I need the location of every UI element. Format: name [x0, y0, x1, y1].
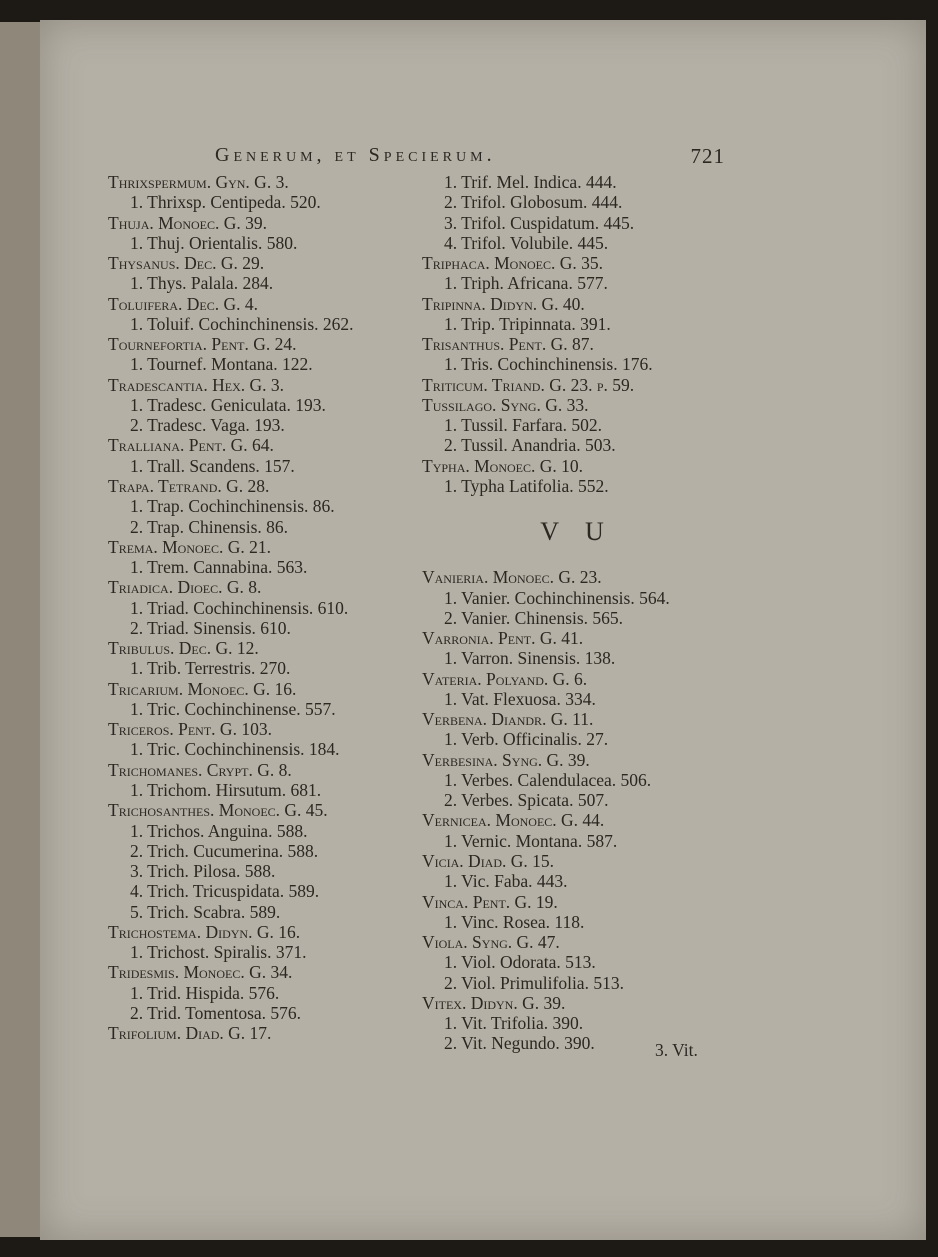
species-entry: 2. Vanier. Chinensis. 565.	[444, 607, 624, 628]
genus-entry: Viola. Syng. G. 47.	[422, 932, 560, 953]
genus-entry: Tralliana. Pent. G. 64.	[108, 435, 274, 456]
species-entry: 2. Trid. Tomentosa. 576.	[130, 1002, 302, 1023]
running-header	[215, 144, 725, 172]
species-entry: 1. Verbes. Calendulacea. 506.	[444, 769, 652, 790]
species-entry: 1. Tris. Cochinchinensis. 176.	[444, 354, 653, 375]
species-entry: 1. Trap. Cochinchinensis. 86.	[130, 496, 335, 517]
species-entry: 1. Toluif. Cochinchinensis. 262.	[130, 313, 354, 334]
species-entry: 1. Verb. Officinalis. 27.	[444, 729, 609, 750]
species-entry: 1. Thuj. Orientalis. 580.	[130, 232, 298, 253]
species-entry: 1. Vit. Trifolia. 390.	[444, 1013, 584, 1034]
species-entry: 1. Trif. Mel. Indica. 444.	[444, 172, 617, 192]
species-entry: 1. Trichos. Anguina. 588.	[130, 820, 308, 841]
running-title: Generum, et Specierum.	[215, 144, 496, 166]
genus-entry: Trema. Monoec. G. 21.	[108, 536, 272, 557]
genus-entry: Thysanus. Dec. G. 29.	[108, 253, 265, 274]
species-entry: 2. Verbes. Spicata. 507.	[444, 790, 609, 811]
species-entry: 1. Vat. Flexuosa. 334.	[444, 688, 596, 709]
genus-entry: Trichomanes. Crypt. G. 8.	[108, 759, 292, 780]
species-entry: 1. Triph. Africana. 577.	[444, 273, 608, 294]
species-entry: 1. Tournef. Montana. 122.	[130, 354, 313, 375]
genus-entry: Triticum. Triand. G. 23. p. 59.	[422, 374, 635, 395]
genus-entry: Triphaca. Monoec. G. 35.	[422, 253, 604, 274]
species-entry: 2. Viol. Primulifolia. 513.	[444, 972, 624, 993]
species-entry: 1. Trichost. Spiralis. 371.	[130, 942, 307, 963]
index-column-left	[108, 172, 418, 1043]
species-entry: 2. Triad. Sinensis. 610.	[130, 617, 291, 638]
species-entry: 1. Vernic. Montana. 587.	[444, 830, 618, 851]
species-entry: 1. Trib. Terrestris. 270.	[130, 658, 291, 679]
species-entry: 1. Triad. Cochinchinensis. 610.	[130, 597, 349, 618]
genus-entry: Trapa. Tetrand. G. 28.	[108, 475, 270, 496]
species-entry: 2. Tussil. Anandria. 503.	[444, 435, 616, 456]
species-entry: 1. Typha Latifolia. 552.	[444, 475, 609, 496]
species-entry: 1. Tussil. Farfara. 502.	[444, 415, 602, 436]
genus-entry: Tricarium. Monoec. G. 16.	[108, 678, 297, 699]
species-entry: 2. Vit. Negundo. 390.	[444, 1033, 595, 1054]
genus-entry: Trifolium. Diad. G. 17.	[108, 1023, 272, 1044]
species-entry: 1. Vanier. Cochinchinensis. 564.	[444, 587, 670, 608]
species-entry: 1. Vinc. Rosea. 118.	[444, 911, 585, 932]
species-entry: 4. Trifol. Volubile. 445.	[444, 232, 609, 253]
genus-entry: Toluifera. Dec. G. 4.	[108, 293, 259, 314]
genus-entry: Vicia. Diad. G. 15.	[422, 850, 555, 871]
species-entry: 1. Thrixsp. Centipeda. 520.	[130, 192, 321, 213]
genus-entry: Tripinna. Didyn. G. 40.	[422, 293, 585, 314]
species-entry: 1. Trichom. Hirsutum. 681.	[130, 779, 322, 800]
catchword: 3. Vit.	[655, 1040, 698, 1060]
genus-entry: Vinca. Pent. G. 19.	[422, 891, 558, 912]
species-entry: 1. Thys. Palala. 284.	[130, 273, 274, 294]
genus-entry: Vanieria. Monoec. G. 23.	[422, 567, 602, 588]
genus-entry: Typha. Monoec. G. 10.	[422, 455, 584, 476]
species-entry: 1. Tradesc. Geniculata. 193.	[130, 394, 326, 415]
species-entry: 1. Viol. Odorata. 513.	[444, 952, 596, 973]
species-entry: 1. Trip. Tripinnata. 391.	[444, 313, 611, 334]
genus-entry: Tournefortia. Pent. G. 24.	[108, 334, 297, 355]
genus-entry: Trisanthus. Pent. G. 87.	[422, 334, 594, 355]
genus-entry: Vitex. Didyn. G. 39.	[422, 992, 566, 1013]
species-entry: 3. Trich. Pilosa. 588.	[130, 861, 276, 882]
genus-entry: Tussilago. Syng. G. 33.	[422, 394, 589, 415]
species-entry: 2. Trich. Cucumerina. 588.	[130, 840, 319, 861]
genus-entry: Trichosanthes. Monoec. G. 45.	[108, 800, 328, 821]
genus-entry: Triceros. Pent. G. 103.	[108, 719, 272, 740]
genus-entry: Varronia. Pent. G. 41.	[422, 628, 584, 649]
species-entry: 1. Tric. Cochinchinensis. 184.	[130, 739, 340, 760]
genus-entry: Vateria. Polyand. G. 6.	[422, 668, 588, 689]
section-heading: V U	[540, 517, 614, 547]
species-entry: 3. Trifol. Cuspidatum. 445.	[444, 212, 635, 233]
genus-entry: Thuja. Monoec. G. 39.	[108, 212, 268, 233]
species-entry: 1. Vic. Faba. 443.	[444, 871, 568, 892]
genus-entry: Vernicea. Monoec. G. 44.	[422, 810, 605, 831]
genus-entry: Thrixspermum. Gyn. G. 3.	[108, 172, 289, 192]
species-entry: 2. Trifol. Globosum. 444.	[444, 192, 623, 213]
genus-entry: Tridesmis. Monoec. G. 34.	[108, 962, 293, 983]
species-entry: 1. Trall. Scandens. 157.	[130, 455, 295, 476]
species-entry: 1. Varron. Sinensis. 138.	[444, 648, 616, 669]
genus-entry: Verbena. Diandr. G. 11.	[422, 709, 594, 730]
genus-entry: Verbesina. Syng. G. 39.	[422, 749, 590, 770]
genus-entry: Triadica. Dioec. G. 8.	[108, 577, 262, 598]
species-entry: 1. Trem. Cannabina. 563.	[130, 557, 308, 578]
genus-entry: Tradescantia. Hex. G. 3.	[108, 374, 285, 395]
genus-entry: Trichostema. Didyn. G. 16.	[108, 921, 301, 942]
species-entry: 1. Tric. Cochinchinense. 557.	[130, 698, 336, 719]
species-entry: 1. Trid. Hispida. 576.	[130, 982, 280, 1003]
page-number: 721	[690, 144, 725, 168]
species-entry: 5. Trich. Scabra. 589.	[130, 901, 281, 922]
species-entry: 2. Trap. Chinensis. 86.	[130, 516, 289, 537]
species-entry: 4. Trich. Tricuspidata. 589.	[130, 881, 320, 902]
index-column-right	[422, 172, 742, 1054]
genus-entry: Tribulus. Dec. G. 12.	[108, 638, 259, 659]
species-entry: 2. Tradesc. Vaga. 193.	[130, 415, 285, 436]
